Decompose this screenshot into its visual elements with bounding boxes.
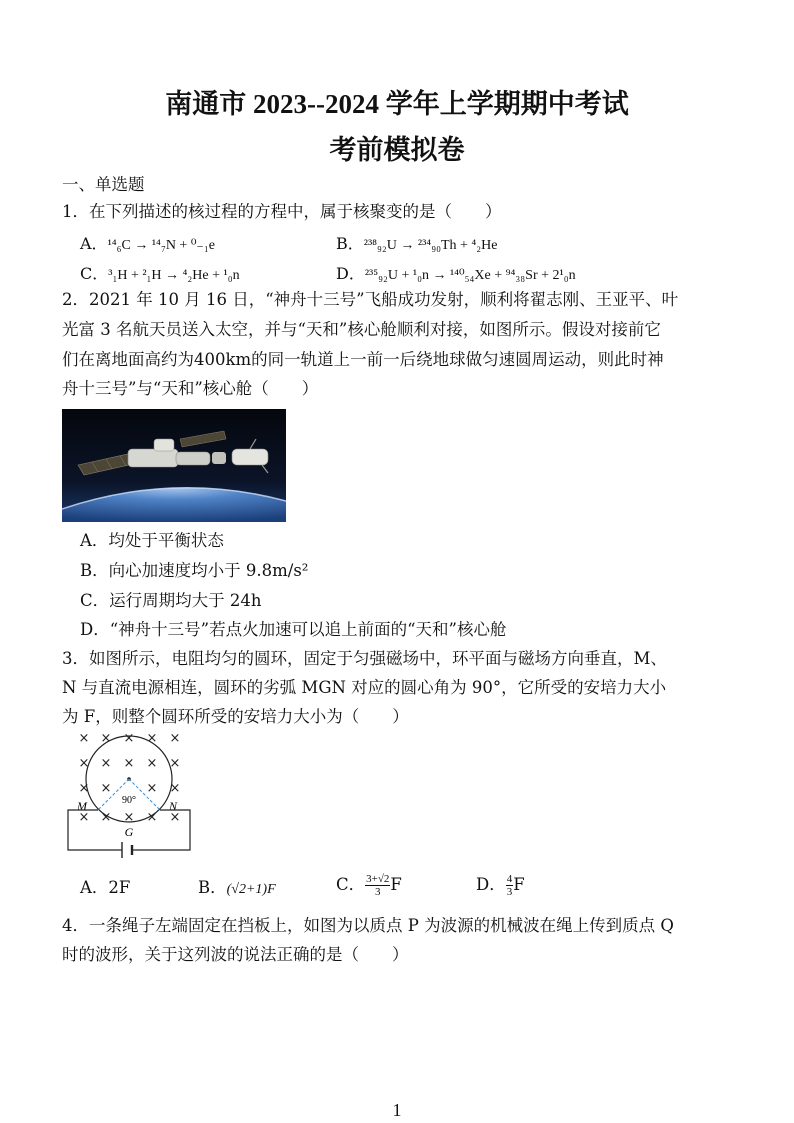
q1-option-d [336, 261, 576, 284]
svg-text:×: × [169, 781, 181, 796]
svg-text:×: × [78, 781, 90, 796]
svg-text:×: × [169, 810, 181, 825]
option-suffix: F [390, 875, 402, 894]
option-text: (√2+1)F [226, 882, 276, 897]
option-text: 向心加速度均小于 9.8m/s² [108, 561, 309, 580]
fraction-denominator: 3 [506, 886, 513, 898]
fraction-numerator: 3+√2 [366, 873, 390, 885]
q3-option-c [336, 873, 402, 898]
option-text: 2F [108, 878, 131, 897]
q1-stem: 1．在下列描述的核过程的方程中，属于核聚变的是（ ） [62, 202, 502, 221]
q3-line-3: 为 F，则整个圆环所受的安培力大小为（ ） [62, 707, 409, 726]
exam-subtitle: 考前模拟卷 [329, 135, 465, 165]
svg-text:×: × [169, 731, 181, 746]
circuit-wire [68, 810, 120, 850]
ring-circuit-diagram [62, 726, 197, 866]
svg-text:×: × [78, 810, 90, 825]
q3-option-a [80, 877, 130, 899]
option-text: 运行周期均大于 24h [109, 591, 262, 610]
option-label: C． [336, 875, 366, 894]
svg-text:×: × [100, 731, 112, 746]
label-m: M [77, 799, 87, 813]
svg-text:×: × [100, 756, 112, 771]
option-label: C． [80, 591, 110, 610]
svg-text:×: × [169, 756, 181, 771]
svg-text:×: × [146, 781, 158, 796]
option-label: D． [476, 875, 506, 894]
svg-text:×: × [123, 810, 135, 825]
q2-line-1: 2．2021 年 10 月 16 日，“神舟十三号”飞船成功发射，顺利将翟志刚、王亚平、叶 [62, 290, 679, 309]
option-text: 均处于平衡状态 [108, 531, 224, 550]
svg-text:×: × [78, 731, 90, 746]
exam-title: 南通市 2023--2024 学年上学期期中考试 [165, 89, 629, 119]
q1-option-c [80, 261, 240, 284]
fraction [365, 873, 390, 898]
q3-option-b [198, 877, 276, 901]
q2-line-2: 光富 3 名航天员送入太空，并与“天和”核心舱顺利对接，如图所示。假设对接前它 [62, 320, 661, 339]
option-text: “神舟十三号”若点火加速可以追上前面的“天和”核心舱 [109, 620, 507, 639]
option-label: B． [198, 878, 227, 897]
option-suffix: F [513, 875, 525, 894]
label-g: G [124, 825, 134, 839]
svg-text:×: × [146, 731, 158, 746]
equation: ³₁H + ²₁H → ⁴₂He + ¹₀n [108, 268, 240, 283]
svg-text:×: × [78, 756, 90, 771]
svg-text:×: × [100, 781, 112, 796]
shenzhou-spacecraft [232, 449, 268, 465]
q4-line-1: 4．一条绳子左端固定在挡板上，如图为以质点 P 为波源的机械波在绳上传到质点 Q [62, 916, 674, 935]
equation: ¹⁴₆C → ¹⁴₇N + ⁰₋₁e [107, 238, 215, 253]
q3-line-2: N 与直流电源相连，圆环的劣弧 MGN 对应的圆心角为 90°，它所受的安培力大小 [62, 678, 667, 697]
q2-option-a [80, 530, 224, 552]
option-label: B． [80, 561, 109, 580]
q2-option-c [80, 590, 262, 612]
space-station-photo [62, 409, 286, 522]
q2-option-b [80, 560, 308, 582]
q3-line-1: 3．如图所示，电阻均匀的圆环，固定于匀强磁场中，环平面与磁场方向垂直，M、 [62, 649, 667, 668]
q1-option-a [80, 231, 215, 254]
option-label: A． [80, 878, 109, 897]
q2-option-d [80, 619, 506, 641]
section-heading: 一、单选题 [62, 175, 145, 194]
svg-text:×: × [146, 756, 158, 771]
label-n: N [168, 799, 178, 813]
station-module [128, 449, 178, 467]
fraction-denominator: 3 [375, 886, 381, 898]
svg-text:×: × [123, 756, 135, 771]
option-label: A． [80, 531, 109, 550]
option-label: A． [80, 234, 108, 253]
q2-line-3: 们在离地面高约为400km的同一轨道上一前一后绕地球做匀速圆周运动，则此时神 [62, 350, 664, 369]
q4-line-2: 时的波形，关于这列波的说法正确的是（ ） [62, 945, 409, 964]
option-label: C． [80, 264, 109, 283]
option-label: D． [80, 620, 110, 639]
page-number: 1 [392, 1100, 402, 1120]
equation: ²³⁵₉₂U + ¹₀n → ¹⁴⁰₅₄Xe + ⁹⁴₃₈Sr + 2¹₀n [364, 268, 576, 283]
equation: ²³⁸₉₂U → ²³⁴₉₀Th + ⁴₂He [363, 238, 498, 253]
svg-text:×: × [146, 810, 158, 825]
angle-label: 90° [122, 795, 136, 806]
fraction-numerator: 4 [506, 873, 513, 885]
option-label: D． [336, 264, 365, 283]
q2-line-4: 舟十三号”与“天和”核心舱（ ） [62, 379, 319, 398]
q3-option-d [476, 873, 525, 898]
svg-text:×: × [100, 810, 112, 825]
option-label: B． [336, 234, 364, 253]
svg-text:×: × [123, 731, 135, 746]
q1-option-b [336, 231, 497, 254]
